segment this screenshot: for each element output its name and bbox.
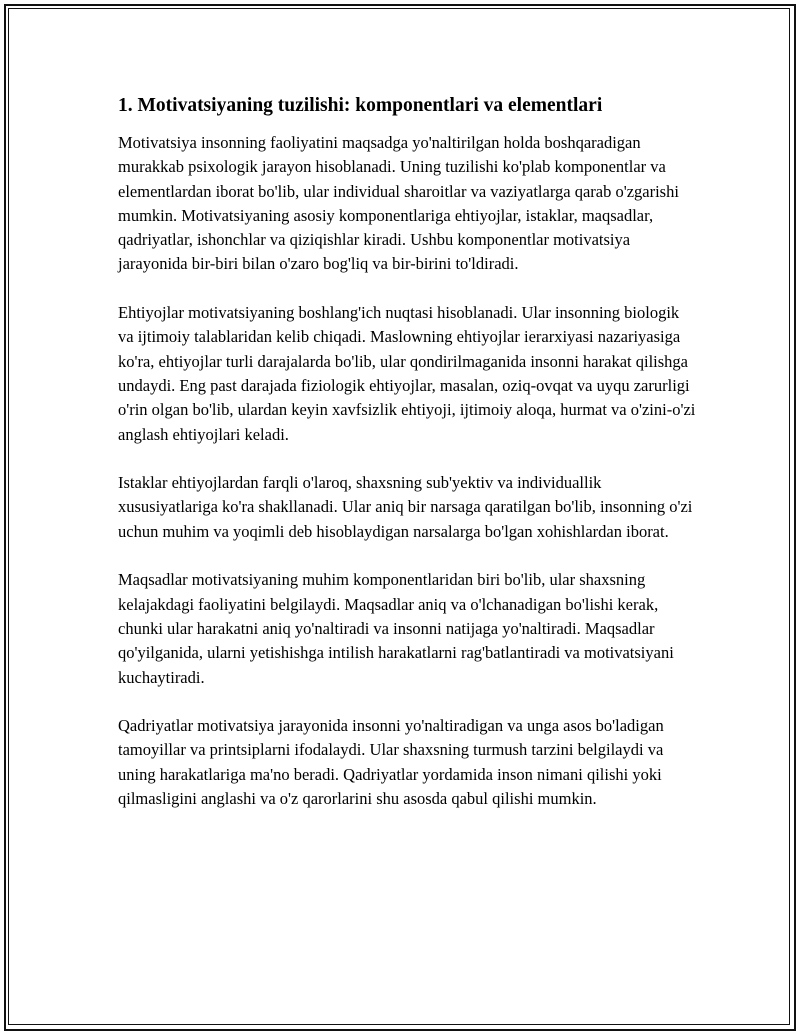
paragraph-values: Qadriyatlar motivatsiya jarayonida insonni yo'naltiradigan va unga asos bo'ladigan tamoyillar va printsiplarni ifodalaydi. Ular shaxsning turmush tarzini belgilaydi va uning harakatlariga ma'no beradi. Qadriyatlar yordamida inson nimani qilishi yoki qilmasligini anglashi va o'z qarorlarini shu asosda qabul qilishi mumkin. [118, 716, 664, 809]
paragraph-needs: Ehtiyojlar motivatsiyaning boshlang'ich nuqtasi hisoblanadi. Ular insonning biologik va ijtimoiy talablaridan kelib chiqadi. Maslowning ehtiyojlar ierarxiyasi nazariyasiga ko'ra, ehtiyojlar turli darajalarda bo'lib, ular qondirilmaganida insonni harakat qilishga undaydi. Eng past darajada fiziologik ehtiyojlar, masalan, oziq-ovqat va uyqu zarurligi o'rin olgan bo'lib, ulardan keyin xavfsizlik ehtiyoji, ijtimoiy aloqa, hurmat va o'zini-o'zi anglash ehtiyojlari keladi. [118, 303, 696, 444]
section-title: 1. Motivatsiyaning tuzilishi: komponentlari va elementlari [118, 95, 603, 116]
paragraph-needs-intro: Motivatsiya insonning faoliyatini maqsadga yo'naltirilgan holda boshqaradigan murakkab psixologik jarayon hisoblanadi. Uning tuzilishi ko'plab komponentlar va elementlardan iborat bo'lib, ular individual sharoitlar va vaziyatlarga qarab o'zgarishi mumkin. Motivatsiyaning asosiy komponentlariga ehtiyojlar, istaklar, maqsadlar, qadriyatlar, ishonchlar va qiziqishlar kiradi. Ushbu komponentlar motivatsiya jarayonida bir-biri bilan o'zaro bog'liq va bir-birini to'ldiradi. [118, 133, 679, 274]
document-body [118, 93, 698, 836]
paragraph-desires: Istaklar ehtiyojlardan farqli o'laroq, shaxsning sub'yektiv va individuallik xususiyatlariga ko'ra shakllanadi. Ular aniq bir narsaga qaratilgan bo'lib, insonning o'zi uchun muhim va yoqimli deb hisoblaydigan narsalarga bo'lgan xohishlardan iborat. [118, 473, 693, 541]
paragraph-goals: Maqsadlar motivatsiyaning muhim komponentlaridan biri bo'lib, ular shaxsning kelajakdagi faoliyatini belgilaydi. Maqsadlar aniq va o'lchanadigan bo'lishi kerak, chunki ular harakatni aniq yo'naltiradi va insonni natijaga yo'naltiradi. Maqsadlar qo'yilganida, ularni yetishishga intilish harakatlarni rag'batlantiradi va motivatsiyani kuchaytiradi. [118, 570, 674, 687]
